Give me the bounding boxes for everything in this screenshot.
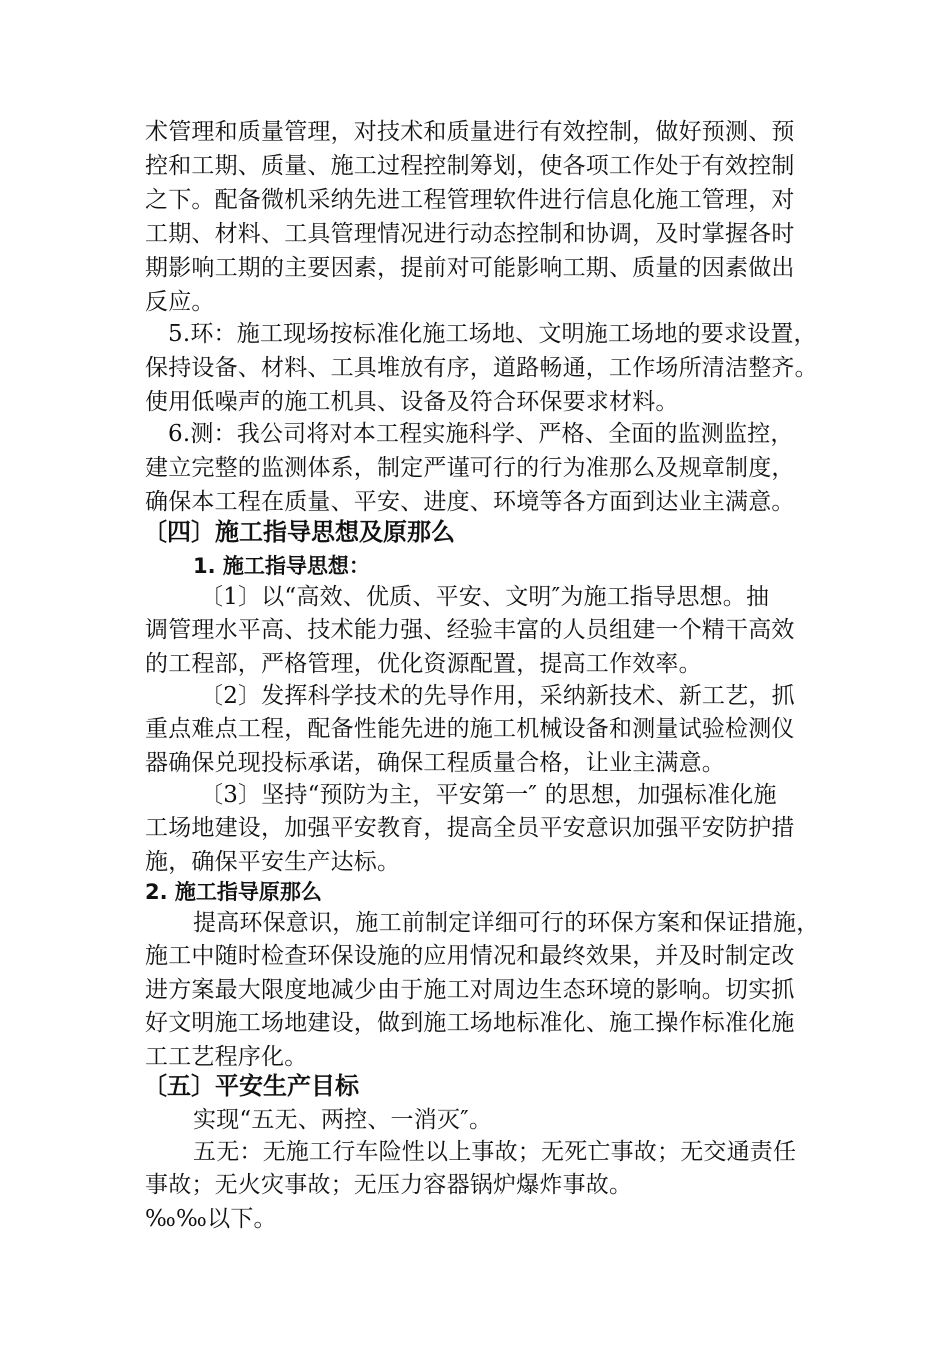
paragraph-line: 〔1〕以“高效、优质、平安、文明″为施工指导思想。抽: [200, 584, 770, 610]
paragraph-line: 反应。: [145, 289, 215, 315]
subsection-heading: 1. 施工指导思想：: [193, 554, 370, 578]
paragraph-line: 工工艺程序化。: [145, 1044, 308, 1070]
section-heading: 〔四〕施工指导思想及原那么: [143, 518, 455, 546]
paragraph-line: 五无：无施工行车险性以上事故；无死亡事故；无交通责任: [193, 1139, 797, 1165]
paragraph-line: 的工程部，严格管理，优化资源配置，提高工作效率。: [145, 651, 702, 677]
paragraph-line: 工场地建设，加强平安教育，提高全员平安意识加强平安防护措: [145, 815, 795, 841]
paragraph-line: 器确保兑现投标承诺，确保工程质量合格，让业主满意。: [145, 750, 725, 776]
section-heading: 〔五〕平安生产目标: [143, 1072, 359, 1100]
paragraph-line: 〔2〕发挥科学技术的先导作用，采纳新技术、新工艺，抓: [200, 683, 795, 709]
paragraph-line: 期影响工期的主要因素，提前对可能影响工期、质量的因素做出: [145, 255, 795, 281]
paragraph-line: 使用低噪声的施工机具、设备及符合环保要求材料。: [145, 389, 679, 415]
paragraph-line: ‰‰以下。: [145, 1206, 277, 1232]
paragraph-line: 建立完整的监测体系，制定严谨可行的行为准那么及规章制度，: [145, 455, 795, 481]
paragraph-line: 术管理和质量管理，对技术和质量进行有效控制，做好预测、预: [145, 119, 795, 145]
paragraph-line: 〔3〕坚持“预防为主，平安第一″ 的思想，加强标准化施: [200, 782, 777, 808]
paragraph-line: 保持设备、材料、工具堆放有序，道路畅通，工作场所清洁整齐。: [145, 355, 818, 381]
paragraph-line: 确保本工程在质量、平安、进度、环境等各方面到达业主满意。: [145, 489, 795, 515]
paragraph-line: 进方案最大限度地减少由于施工对周边生态环境的影响。切实抓: [145, 977, 795, 1003]
paragraph-line: 施工中随时检查环保设施的应用情况和最终效果，并及时制定改: [145, 943, 795, 969]
paragraph-line: 事故；无火灾事故；无压力容器锅炉爆炸事故。: [145, 1172, 633, 1198]
paragraph-line: 调管理水平高、技术能力强、经验丰富的人员组建一个精干高效: [145, 617, 795, 643]
paragraph-line: 实现“五无、两控、一消灭″。: [193, 1107, 493, 1133]
paragraph-line: 5.环：施工现场按标准化施工场地、文明施工场地的要求设置，: [168, 321, 817, 347]
paragraph-line: 重点难点工程，配备性能先进的施工机械设备和测量试验检测仪: [145, 716, 795, 742]
paragraph-line: 控和工期、质量、施工过程控制筹划，使各项工作处于有效控制: [145, 153, 795, 179]
paragraph-line: 工期、材料、工具管理情况进行动态控制和协调，及时掌握各时: [145, 221, 795, 247]
paragraph-line: 施，确保平安生产达标。: [145, 849, 401, 875]
paragraph-line: 6.测：我公司将对本工程实施科学、严格、全面的监测监控，: [168, 421, 794, 447]
paragraph-line: 提高环保意识，施工前制定详细可行的环保方案和保证措施，: [193, 910, 820, 936]
subsection-heading: 2. 施工指导原那么: [145, 880, 322, 904]
paragraph-line: 之下。配备微机采纳先进工程管理软件进行信息化施工管理，对: [145, 187, 795, 213]
paragraph-line: 好文明施工场地建设，做到施工场地标准化、施工操作标准化施: [145, 1010, 795, 1036]
